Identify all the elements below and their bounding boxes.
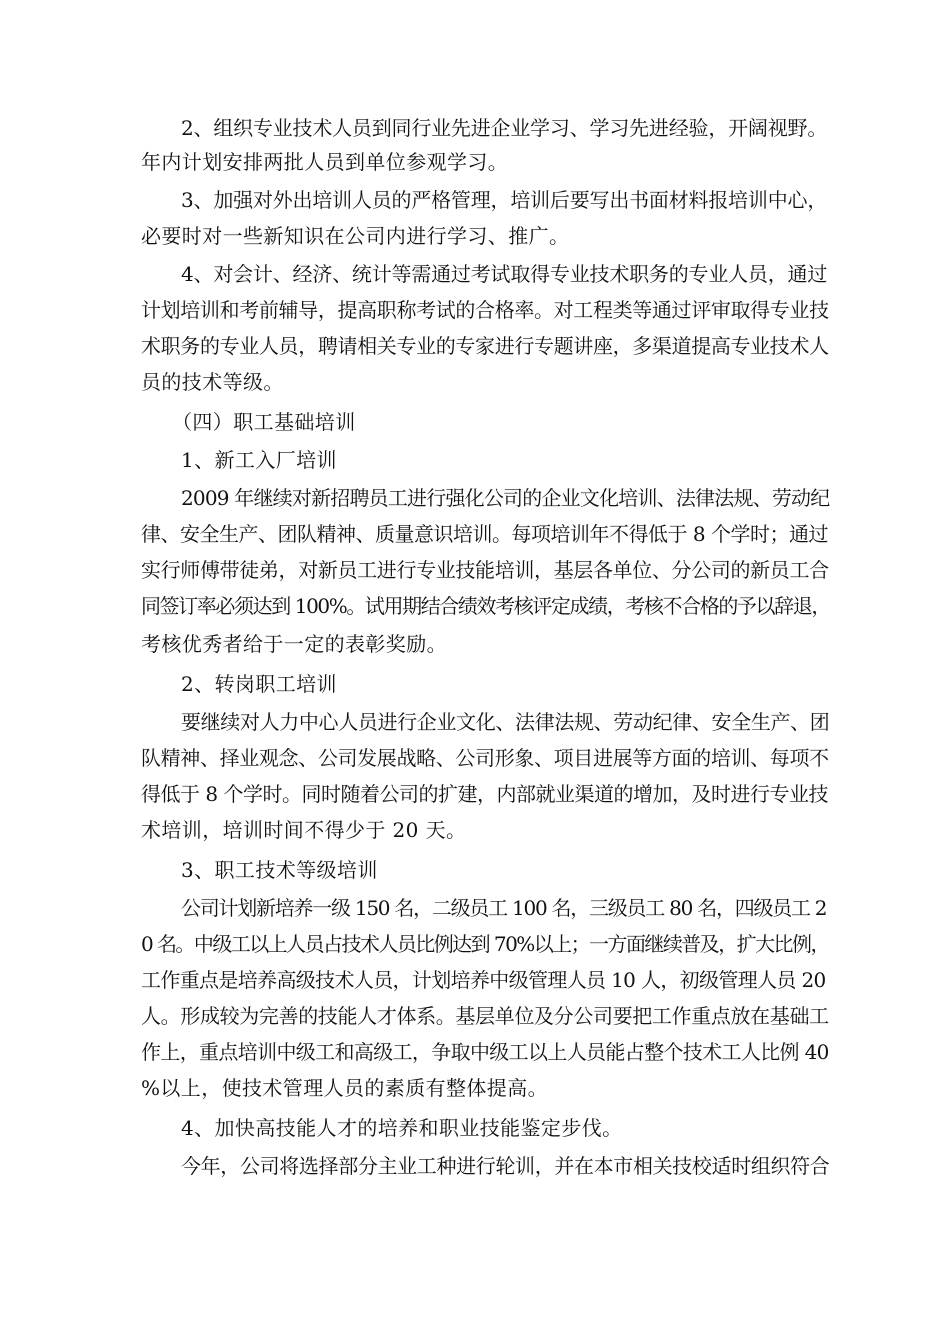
text-line: 4、对会计、经济、统计等需通过考试取得专业技术职务的专业人员，通过 <box>181 262 828 286</box>
subsection-heading: 3、职工技术等级培训 <box>181 858 378 882</box>
text-line: 术职务的专业人员，聘请相关专业的专家进行专题讲座，多渠道提高专业技术人 <box>141 334 829 358</box>
text-line: 人。形成较为完善的技能人才体系。基层单位及分公司要把工作重点放在基础工 <box>141 1004 829 1028</box>
subsection-heading: 2、转岗职工培训 <box>181 672 337 696</box>
text-line: %以上，使技术管理人员的素质有整体提高。 <box>141 1076 549 1100</box>
section-heading: （四）职工基础培训 <box>172 410 356 434</box>
text-line: 2、组织专业技术人员到同行业先进企业学习、学习先进经验，开阔视野。 <box>181 116 828 140</box>
text-line: 2009 年继续对新招聘员工进行强化公司的企业文化培训、法律法规、劳动纪 <box>181 486 830 510</box>
text-line: 队精神、择业观念、公司发展战略、公司形象、项目进展等方面的培训、每项不 <box>141 746 829 770</box>
text-line: 员的技术等级。 <box>141 370 284 394</box>
text-line: 3、加强对外出培训人员的严格管理，培训后要写出书面材料报培训中心， <box>181 188 828 212</box>
text-line: 律、安全生产、团队精神、质量意识培训。每项培训年不得低于 8 个学时；通过 <box>141 522 828 546</box>
text-line: 计划培训和考前辅导，提高职称考试的合格率。对工程类等通过评审取得专业技 <box>141 298 829 322</box>
text-line: 今年，公司将选择部分主业工种进行轮训，并在本市相关技校适时组织符合 <box>181 1154 830 1178</box>
text-line: 要继续对人力中心人员进行企业文化、法律法规、劳动纪律、安全生产、团 <box>181 710 830 734</box>
text-line: 得低于 8 个学时。同时随着公司的扩建，内部就业渠道的增加，及时进行专业技 <box>141 782 828 806</box>
text-line: 术培训，培训时间不得少于 20 天。 <box>141 818 467 842</box>
text-line: 考核优秀者给于一定的表彰奖励。 <box>141 632 447 656</box>
text-line: 实行师傅带徒弟，对新员工进行专业技能培训，基层各单位、分公司的新员工合 <box>141 558 829 582</box>
text-line: 同签订率必须达到 100%。试用期结合绩效考核评定成绩，考核不合格的予以辞退， <box>141 594 830 618</box>
text-line: 工作重点是培养高级技术人员，计划培养中级管理人员 10 人，初级管理人员 20 <box>141 968 826 992</box>
text-line: 必要时对一些新知识在公司内进行学习、推广。 <box>141 224 570 248</box>
subsection-heading: 1、新工入厂培训 <box>181 448 337 472</box>
subsection-heading: 4、加快高技能人才的培养和职业技能鉴定步伐。 <box>181 1116 623 1140</box>
text-line: 0 名。中级工以上人员占技术人员比例达到 70%以上；一方面继续普及，扩大比例， <box>141 932 829 956</box>
text-line: 公司计划新培养一级 150 名，二级员工 100 名，三级员工 80 名，四级员工 2 <box>181 896 827 920</box>
text-line: 作上，重点培训中级工和高级工，争取中级工以上人员能占整个技术工人比例 40 <box>141 1040 829 1064</box>
text-line: 年内计划安排两批人员到单位参观学习。 <box>141 150 509 174</box>
